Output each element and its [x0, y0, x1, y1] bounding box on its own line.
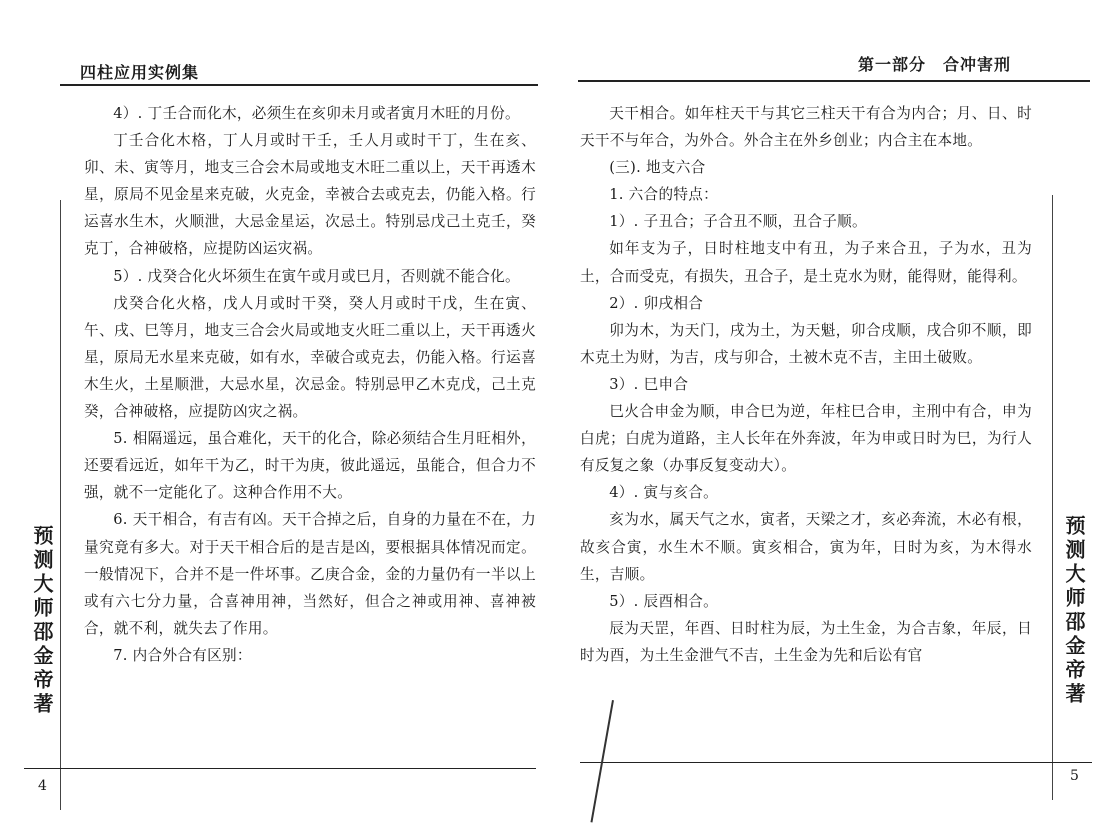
left-page-header: 四柱应用实例集: [80, 63, 200, 82]
paragraph: 天干相合。如年柱天干与其它三柱天干有合为内合；月、日、时天干不与年合，为外合。外合主在外乡创业；内合主在本地。: [580, 105, 1032, 150]
paragraph: 戊癸合化火格，戊人月或时干癸，癸人月或时干戊，生在寅、午、戌、巳等月，地支三合会火局或地支火旺二重以上，天干再透火星，原局无水星来克破，如有水，幸破合或克去，仍能入格。行运喜木生火，土星顺泄，大忌水星，次忌金。特别忌甲乙木克戊，己土克癸，合神破格，应提防凶灾之祸。: [84, 294, 536, 421]
right-page-body: [580, 100, 1032, 669]
paragraph: 丁壬合化木格，丁人月或时干壬，壬人月或时干丁，生在亥、卯、未、寅等月，地支三合会木局或地支木旺二重以上，天干再透木星，原局不见金星来克破，火克金，幸被合去或克去，仍能入格。行运喜水生木，火顺泄，大忌金星运，次忌土。特别忌戊己土克壬，癸克丁，合神破格，应提防凶运灾祸。: [84, 132, 536, 258]
paragraph: 巳火合申金为顺，申合巳为逆，年柱巳合申，主刑中有合，申为白虎；白虎为道路，主人长年在外奔波，年为申或日时为巳，为行人有反复之象（办事反复变动大）。: [580, 403, 1032, 475]
left-page-body: [84, 100, 536, 669]
right-side-line: [1052, 195, 1053, 800]
right-page-header: 第一部分 合冲害刑: [858, 55, 1012, 74]
left-header-rule: [60, 84, 538, 86]
paragraph: 卯为木，为天门，戌为土，为天魁，卯合戌顺，戌合卯不顺，即木克土为财，为吉，戌与卯合，土被木克不吉，主田土破败。: [580, 321, 1032, 366]
paragraph: 5）. 戊癸合化火坏须生在寅午或月或巳月，否则就不能合化。: [113, 267, 520, 285]
right-footer-rule: [580, 762, 1092, 763]
left-side-author: 预测大师邵金帝著: [30, 525, 54, 717]
paragraph: 7. 内合外合有区别：: [113, 646, 252, 664]
paragraph: 4）. 寅与亥合。: [609, 484, 719, 502]
left-side-line: [60, 200, 61, 810]
right-header-rule: [578, 80, 1090, 82]
paragraph: 如年支为子，日时柱地支中有丑，为子来合丑，子为水，丑为土，合而受克，有损失，丑合子，是土克水为财，能得财，能得利。: [580, 240, 1032, 285]
right-page-number: 5: [1070, 768, 1079, 784]
paragraph: 亥为水，属天气之水，寅者，天梁之才，亥必奔流，木必有根，故亥合寅，水生木不顺。寅亥相合，寅为年，日时为亥，为木得水生，吉顺。: [580, 511, 1032, 583]
paragraph: 6. 天干相合，有吉有凶。天干合掉之后，自身的力量在不在，力量究竟有多大。对于天干相合后的是吉是凶，要根据具体情况而定。一般情况下，合并不是一件坏事。乙庚合金，金的力量仍有一半以上或有六七分力量，合喜神用神，当然好，但合之神或用神、喜神被合，就不利，就失去了作用。: [84, 511, 536, 637]
paragraph: 5）. 辰酉相合。: [609, 592, 719, 610]
right-side-author: 预测大师邵金帝著: [1062, 515, 1086, 707]
paragraph: 4）. 丁壬合而化木，必须生在亥卯未月或者寅月木旺的月份。: [113, 105, 520, 122]
paragraph: 3）. 巳申合: [609, 375, 689, 393]
paragraph: 2）. 卯戌相合: [609, 294, 704, 312]
paragraph: 1）. 子丑合；子合丑不顺，丑合子顺。: [609, 213, 867, 231]
left-page-number: 4: [38, 778, 47, 794]
paragraph: (三). 地支六合: [609, 159, 706, 177]
paragraph: 辰为天罡，年酉、日时柱为辰，为土生金，为合吉象，年辰，日时为酉，为土生金泄气不吉，土生金为先和后讼有官: [580, 619, 1032, 664]
left-footer-rule: [24, 768, 536, 769]
paragraph: 5. 相隔遥远，虽合难化，天干的化合，除必须结合生月旺相外，还要看远近，如年干为乙，时干为庚，彼此遥远，虽能合，但合力不强，就不一定能化了。这种合作用不大。: [84, 430, 536, 502]
paragraph: 1. 六合的特点：: [609, 186, 719, 204]
